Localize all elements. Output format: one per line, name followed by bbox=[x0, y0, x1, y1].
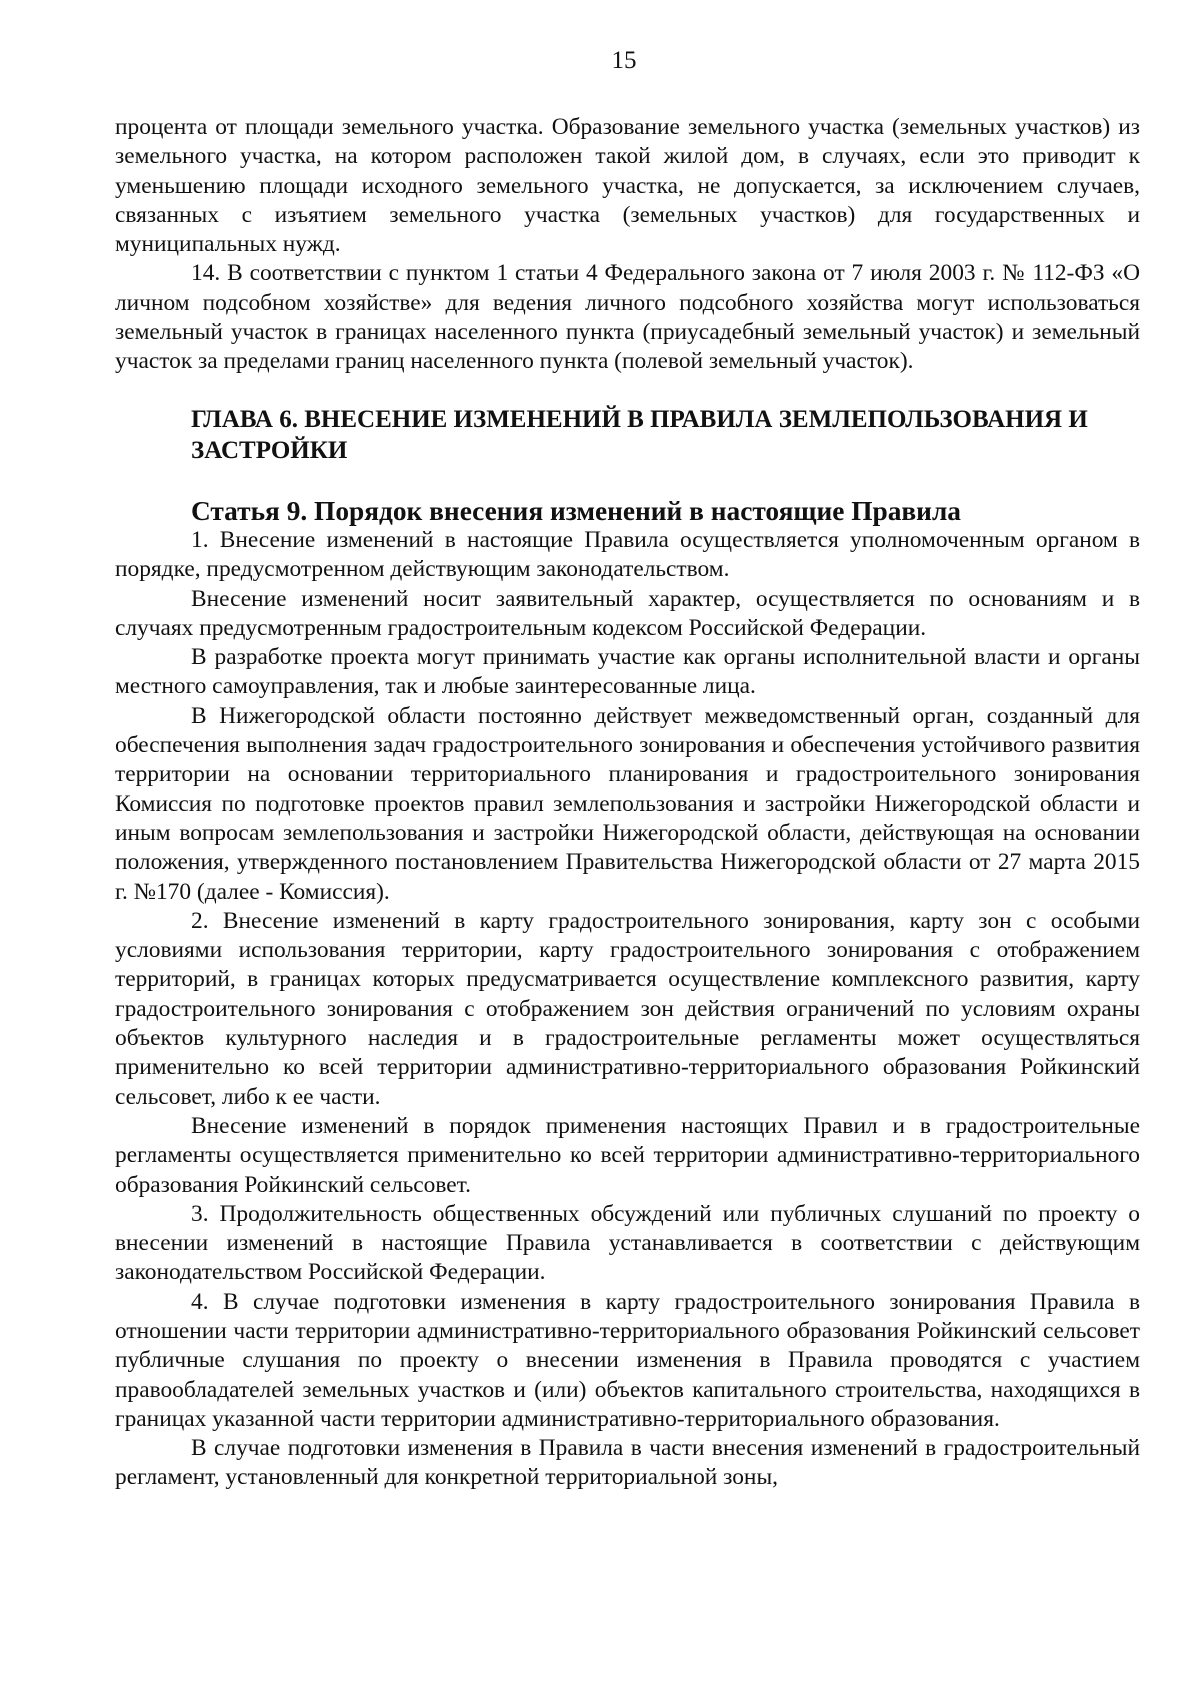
article-paragraph: Внесение изменений носит заявительный характер, осуществляется по основаниям и в случаях предусмотренным градостроительным кодексом Российской Федерации. bbox=[115, 585, 1140, 641]
page-content bbox=[115, 113, 1140, 1493]
chapter-heading: ГЛАВА 6. ВНЕСЕНИЕ ИЗМЕНЕНИЙ В ПРАВИЛА ЗЕМЛЕПОЛЬЗОВАНИЯ И ЗАСТРОЙКИ bbox=[191, 405, 1088, 464]
page-number: 15 bbox=[611, 47, 637, 74]
item-14-paragraph: 14. В соответствии с пунктом 1 статьи 4 Федерального закона от 7 июля 2003 г. № 112-ФЗ «О личном подсобном хозяйстве» для ведения личного подсобного хозяйства могут использоваться земельный участок в границах населенного пункта (приусадебный земельный участок) и земельный участок за пределами границ населенного пункта (полевой земельный участок). bbox=[115, 260, 1140, 375]
article-paragraph: 3. Продолжительность общественных обсуждений или публичных слушаний по проекту о внесении изменений в настоящие Правила устанавливается в соответствии с действующим законодательством Российской Федерации. bbox=[115, 1200, 1140, 1286]
article-paragraph: 4. В случае подготовки изменения в карту градостроительного зонирования Правила в отношении части территории административно-территориального образования Ройкинский сельсовет публичные слушания по проекту о внесении изменения в Правила проводятся с участием правообладателей земельных участков и (или) объектов капитального строительства, находящихся в границах указанной части территории административно-территориального образования. bbox=[115, 1288, 1140, 1432]
article-paragraph: 2. Внесение изменений в карту градостроительного зонирования, карту зон с особыми условиями использования территории, карту градостроительного зонирования с отображением территорий, в границах которых предусматривается осуществление комплексного развития, карту градостроительного зонирования с отображением зон действия ограничений по условиям охраны объектов культурного наследия и в градостроительные регламенты может осуществляться применительно ко всей территории административно-территориального образования Ройкинский сельсовет, либо к ее части. bbox=[115, 907, 1140, 1110]
article-heading: Статья 9. Порядок внесения изменений в настоящие Правила bbox=[191, 495, 961, 526]
article-paragraph: Внесение изменений в порядок применения настоящих Правил и в градостроительные регламенты осуществляется применительно ко всей территории административно-территориального образования Ройкинский сельсовет. bbox=[115, 1112, 1140, 1198]
intro-paragraph: процента от площади земельного участка. Образование земельного участка (земельных участков) из земельного участка, на котором расположен такой жилой дом, в случаях, если это приводит к уменьшению площади исходного земельного участка, не допускается, за исключением случаев, связанных с изъятием земельного участка (земельных участков) для государственных и муниципальных нужд. bbox=[115, 114, 1140, 258]
article-paragraph: В Нижегородской области постоянно действует межведомственный орган, созданный для обеспечения выполнения задач градостроительного зонирования и обеспечения устойчивого развития территории на основании территориального планирования и градостроительного зонирования Комиссия по подготовке проектов правил землепользования и застройки Нижегородской области и иным вопросам землепользования и застройки Нижегородской области, действующая на основании положения, утвержденного постановлением Правительства Нижегородской области от 27 марта 2015 г. №170 (далее - Комиссия). bbox=[115, 702, 1140, 905]
article-paragraph: 1. Внесение изменений в настоящие Правила осуществляется уполномоченным органом в порядке, предусмотренном действующим законодательством. bbox=[115, 526, 1140, 583]
article-paragraph: В разработке проекта могут принимать участие как органы исполнительной власти и органы местного самоуправления, так и любые заинтересованные лица. bbox=[115, 644, 1140, 700]
article-paragraph: В случае подготовки изменения в Правила в части внесения изменений в градостроительный регламент, установленный для конкретной территориальной зоны, bbox=[115, 1435, 1140, 1491]
